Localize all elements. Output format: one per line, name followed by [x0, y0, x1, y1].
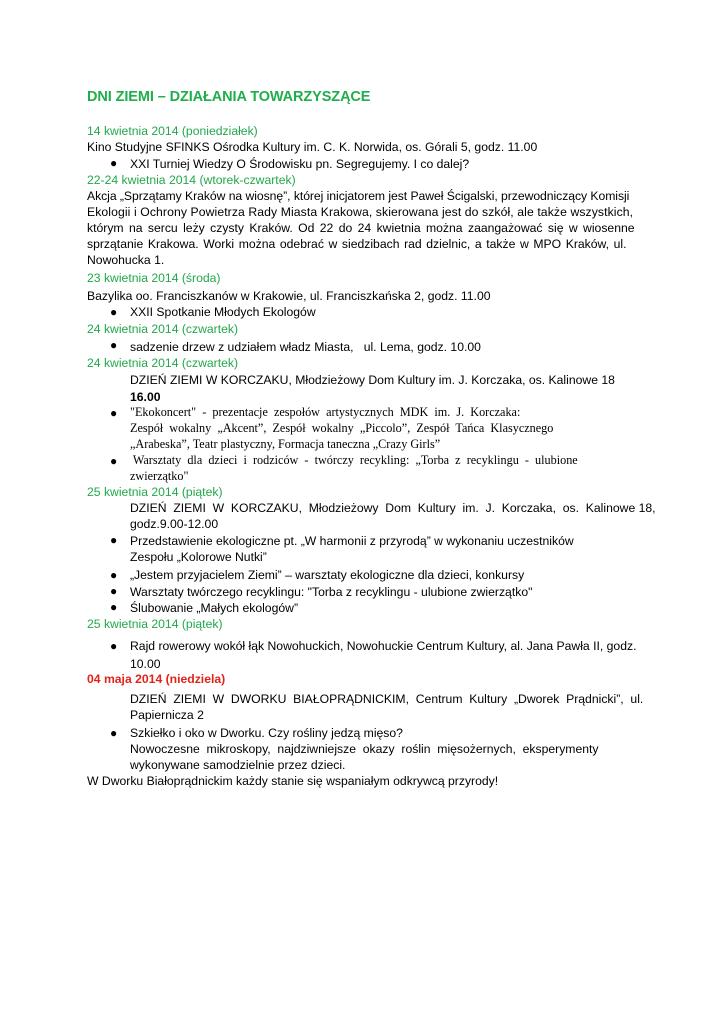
date-heading: 24 kwietnia 2014 (czwartek): [87, 322, 239, 336]
date-heading: 25 kwietnia 2014 (piątek): [87, 485, 223, 499]
bullet-icon: ●: [110, 454, 118, 468]
event-venue: DZIEŃ ZIEMI W KORCZAKU, Młodzieżowy Dom Kultury im. J. Korczaka, os. Kalinowe 18: [130, 373, 615, 387]
page-title: DNI ZIEMI – DZIAŁANIA TOWARZYSZĄCE: [87, 89, 371, 105]
event-venue: Kino Studyjne SFINKS Ośrodka Kultury im. C. K. Norwida, os. Górali 5, godz. 11.00: [87, 140, 538, 154]
event-description: Akcja „Sprzątamy Kraków na wiosnę”, której inicjatorem jest Paweł Ścigalski, przewodniczący Komisji Ekologii i Ochrony Powietrza Rady Miasta Krakowa, skierowana jest do szkół, ale także wszystkich, którym na sercu leży czysty Kraków. Od 22 do 24 kwietnia można zaangażować się w wiosenne sprzątanie Krakowa. Worki można odebrać w siedzibach rad dzielnic, a także w MPO Kraków, ul. Nowohucka 1.: [87, 189, 635, 267]
date-heading: 14 kwietnia 2014 (poniedziałek): [87, 124, 258, 138]
bullet-icon: ●: [110, 533, 118, 547]
event-item: Rajd rowerowy wokół łąk Nowohuckich, Nowohuckie Centrum Kultury, al. Jana Pawła II, godz. 10.00: [130, 639, 637, 671]
bullet-icon: ●: [110, 338, 118, 352]
event-item: Warsztaty dla dzieci i rodziców - twórczy recykling: „Torba z recyklingu - ulubione zwierzątko": [130, 453, 578, 483]
bullet-icon: ●: [110, 156, 118, 170]
event-venue: DZIEŃ ZIEMI W KORCZAKU, Młodzieżowy Dom Kultury im. J. Korczaka, os. Kalinowe 18, godz.9.00-12.00: [130, 501, 656, 531]
date-heading: 25 kwietnia 2014 (piątek): [87, 617, 223, 631]
bullet-icon: ●: [110, 726, 118, 740]
event-item: Przedstawienie ekologiczne pt. „W harmonii z przyrodą” w wykonaniu uczestników Zespołu „Kolorowe Nutki”: [130, 534, 574, 564]
event-item: „Jestem przyjacielem Ziemi” – warsztaty ekologiczne dla dzieci, konkursy: [130, 568, 525, 582]
event-venue: DZIEŃ ZIEMI W DWORKU BIAŁOPRĄDNICKIM, Centrum Kultury „Dworek Prądnicki”, ul. Papiernicza 2: [130, 692, 644, 722]
closing-text: W Dworku Białoprądnickim każdy stanie się wspaniałym odkrywcą przyrody!: [87, 774, 499, 788]
event-item: XXII Spotkanie Młodych Ekologów: [130, 305, 316, 319]
event-item: Ślubowanie „Małych ekologów”: [130, 601, 299, 615]
event-item: Szkiełko i oko w Dworku. Czy rośliny jedzą mięso?: [130, 726, 403, 740]
event-item: sadzenie drzew z udziałem władz Miasta, ul. Lema, godz. 10.00: [130, 340, 481, 354]
event-item: Warsztaty twórczego recyklingu: "Torba z recyklingu - ulubione zwierzątko": [130, 585, 533, 599]
date-heading: 23 kwietnia 2014 (środa): [87, 271, 221, 285]
event-venue: Bazylika oo. Franciszkanów w Krakowie, ul. Franciszkańska 2, godz. 11.00: [87, 289, 491, 303]
event-item: "Ekokoncert" - prezentacje zespołów artystycznych MDK im. J. Korczaka: Zespół wokalny „Akcent”, Zespół wokalny „Piccolo”, Zespół Tańca Klasycznego „Arabeska”, Teatr plastyczny, Formacja taneczna „Crazy Girls”: [130, 405, 554, 451]
event-item: XXI Turniej Wiedzy O Środowisku pn. Segregujemy. I co dalej?: [130, 157, 470, 171]
event-description: Nowoczesne mikroskopy, najdziwniejsze okazy roślin mięsożernych, eksperymenty wykonywane samodzielnie przez dzieci.: [130, 742, 599, 772]
bullet-icon: ●: [110, 584, 118, 598]
date-heading: 22-24 kwietnia 2014 (wtorek-czwartek): [87, 173, 296, 187]
bullet-icon: ●: [110, 568, 118, 582]
date-heading: 24 kwietnia 2014 (czwartek): [87, 356, 239, 370]
bullet-icon: ●: [110, 639, 118, 653]
date-heading: 04 maja 2014 (niedziela): [87, 672, 226, 686]
bullet-icon: ●: [110, 406, 118, 420]
bullet-icon: ●: [110, 600, 118, 614]
event-time: 16.00: [130, 390, 161, 404]
bullet-icon: ●: [110, 305, 118, 319]
